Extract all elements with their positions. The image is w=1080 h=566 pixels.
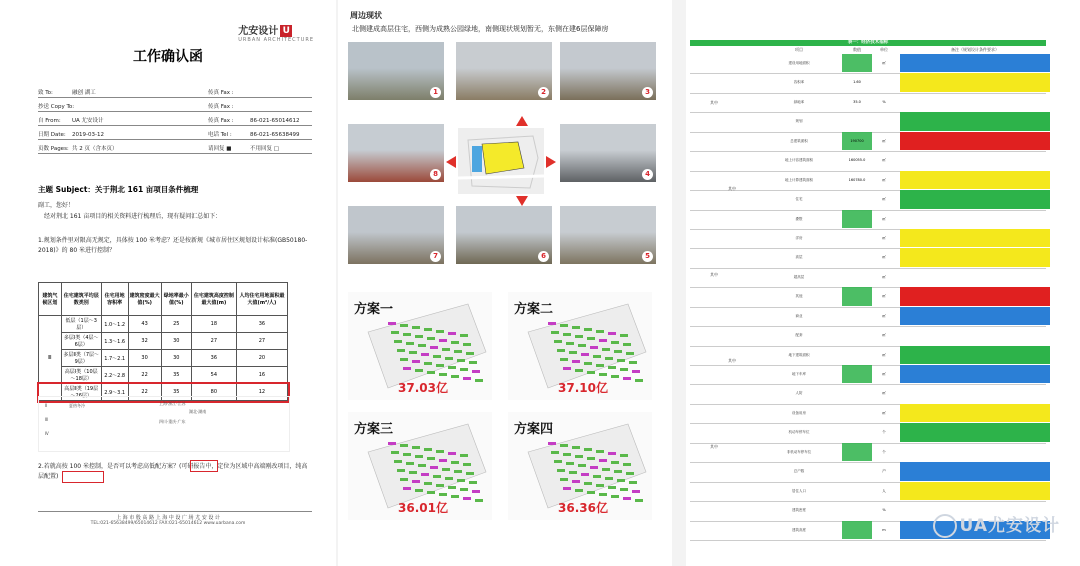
indicator-row: [690, 365, 1046, 385]
site-photo: [456, 206, 552, 264]
table-cell: 30: [128, 350, 161, 367]
indicator-unit: ㎡: [882, 333, 886, 338]
scheme-card: [348, 292, 492, 400]
photo-number: 8: [430, 169, 441, 180]
letter-header-row: [38, 112, 312, 126]
group-label: 其中: [710, 100, 718, 105]
table-row: [39, 316, 288, 333]
letter-header-row: [38, 126, 312, 140]
remark-cell: [900, 132, 1050, 150]
indicator-label: 容积率: [793, 80, 805, 85]
indicator-unit: ㎡: [882, 352, 886, 357]
value-highlight: [842, 443, 872, 461]
question-1: 1.规划条件里对限高无规定，具体按 100 米考虑？还是按新规《城市居住区规划设计标准(GB50180-2018)》的 80 米进行控制？: [38, 237, 308, 254]
header-field: 传真 Fax :: [208, 90, 234, 96]
value-highlight: [842, 54, 872, 72]
group-label: 其中: [728, 358, 736, 363]
table-cell: 54: [191, 367, 236, 384]
wechat-icon: [933, 514, 957, 538]
indicator-row: [690, 268, 1046, 288]
indicator-row: [690, 112, 1046, 132]
scheme-label: 方案一: [354, 302, 394, 317]
east-arrow-icon: [546, 156, 556, 168]
scheme-value: 37.10亿: [558, 381, 608, 395]
photo-number: 5: [642, 251, 653, 262]
indicator-label: 商业: [795, 313, 803, 318]
indicator-unit: ㎡: [882, 410, 886, 415]
table-header-cell: 住宅建筑平均层数类别: [61, 283, 101, 316]
table-header-cell: 住宅用地容积率: [101, 283, 128, 316]
indicator-row: [690, 190, 1046, 210]
indicator-label: 建筑高度: [792, 527, 806, 532]
table-cell: 43: [128, 316, 161, 333]
table-cell: 2.9～3.1: [101, 384, 128, 401]
site-photo: [560, 206, 656, 264]
site-photo: [560, 42, 656, 100]
indicator-unit: ㎡: [882, 372, 886, 377]
section-description: 北侧建成高层住宅，西侧为成熟公园绿地，南侧现状规划暂无，东侧在建6层保障房: [352, 25, 609, 33]
indicator-row: [690, 132, 1046, 152]
indicator-row: [690, 346, 1046, 366]
site-photo: [348, 42, 444, 100]
table-cell: 1.7～2.1: [101, 350, 128, 367]
header-field: 传真 Fax :: [208, 118, 234, 124]
indicator-unit: ㎡: [882, 216, 886, 221]
header-field: 抄送 Copy To:: [38, 104, 75, 110]
header-field: 页数 Pages:: [38, 146, 69, 152]
company-logo: 尤安设计 U URBAN ARCHITECTURE: [238, 26, 314, 43]
table-cell: 30: [161, 333, 191, 350]
remark-cell: [900, 229, 1050, 247]
site-photo: [456, 42, 552, 100]
scheme-card: [508, 292, 652, 400]
section-title: 周边现状: [350, 11, 382, 20]
climate-zone-strip: [38, 396, 290, 452]
scheme-value: 36.36亿: [558, 501, 608, 515]
indicator-label: 超高层: [793, 274, 805, 279]
indicator-label: 规划: [795, 119, 803, 124]
panel-divider: [672, 0, 686, 566]
header-field: 86-021-65638499: [250, 132, 300, 138]
table-row: [39, 333, 288, 350]
table-row: [39, 367, 288, 384]
greeting: 副工，您好！: [38, 202, 75, 209]
indicator-label: 居住人口: [792, 488, 806, 493]
indicator-value: 160055.0: [848, 158, 866, 163]
table-header-cell: 住宅建筑高度控制最大值(m): [191, 283, 236, 316]
table-cell: 80: [191, 384, 236, 401]
site-photo: [348, 124, 444, 182]
indicator-row: [690, 54, 1046, 74]
indicator-label: 叠墅: [795, 216, 803, 221]
climate-zone-cell: Ⅲ: [39, 316, 62, 401]
indicator-row: [690, 384, 1046, 404]
header-field: 请回复 ■: [208, 146, 232, 152]
residential-standard-table: [38, 282, 288, 401]
remark-cell: [900, 365, 1050, 383]
indicator-row: [690, 93, 1046, 113]
header-field: 融创 湖工: [72, 90, 96, 96]
indicator-unit: ㎡: [882, 391, 886, 396]
site-location-map: [458, 128, 544, 194]
table-cell: 25: [161, 316, 191, 333]
remark-cell: [900, 307, 1050, 325]
photo-number: 7: [430, 251, 441, 262]
indicator-column-header: 单位: [880, 47, 888, 52]
north-arrow-icon: [516, 116, 528, 126]
indicator-unit: ㎡: [882, 138, 886, 143]
indicator-unit: ㎡: [882, 235, 886, 240]
indicator-label: 高层: [795, 255, 803, 260]
table-cell: 35: [161, 367, 191, 384]
indicator-column-header: 项目: [795, 47, 803, 52]
remark-cell: [900, 112, 1050, 130]
indicator-unit: ㎡: [882, 197, 886, 202]
confirmation-letter-page: [0, 0, 336, 566]
indicator-label: 机动车停车位: [788, 430, 810, 435]
table-cell: 32: [128, 333, 161, 350]
indicator-label: 总建筑面积: [790, 138, 808, 143]
table-cell: 27: [236, 333, 287, 350]
indicator-unit: ㎡: [882, 313, 886, 318]
indicator-row: [690, 404, 1046, 424]
scheme-label: 方案三: [354, 422, 394, 437]
indicator-unit: 个: [882, 430, 886, 435]
table-cell: 1.0～1.2: [101, 316, 128, 333]
indicator-unit: ㎡: [882, 294, 886, 299]
header-field: 86-021-65014612: [250, 118, 300, 124]
table-cell: 多层Ⅰ类（4层～6层）: [61, 333, 101, 350]
value-highlight: [842, 210, 872, 228]
photo-number: 3: [642, 87, 653, 98]
strip-text: Ⅱ: [45, 403, 47, 408]
site-photo: [560, 124, 656, 182]
strip-text: Ⅲ: [45, 417, 48, 422]
scheme-card: [348, 412, 492, 520]
indicator-unit: 人: [882, 488, 886, 493]
indicator-value: 190700: [850, 138, 864, 143]
intro-text: 经对荆北 161 亩项目的相关资料进行梳理后，现有疑问汇总如下：: [44, 213, 222, 220]
remark-cell: [900, 462, 1050, 480]
indicator-label: 洋房: [795, 235, 803, 240]
indicator-unit: ㎡: [882, 177, 886, 182]
photo-number: 1: [430, 87, 441, 98]
remark-cell: [900, 73, 1050, 91]
header-field: 共 2 页（含本页）: [72, 146, 118, 152]
scheme-card: [508, 412, 652, 520]
header-field: 自 From:: [38, 118, 61, 124]
strip-text: 四川·重庆·广东: [159, 419, 186, 424]
scheme-label: 方案四: [514, 422, 554, 437]
remark-cell: [900, 482, 1050, 500]
indicator-label: 绿地率: [793, 99, 805, 104]
header-field: 致 To:: [38, 90, 53, 96]
table-cell: 22: [128, 367, 161, 384]
header-field: 传真 Fax :: [208, 104, 234, 110]
photo-number: 2: [538, 87, 549, 98]
question-2: 2.若就高按 100 米控制，是否可以考虑高低配方案？(可研报告中，定位为区域中高端刚改项目，纯高层配置): [38, 463, 308, 480]
footer-contact: TEL:021-65638499/65014612 FAX:021-65014612 www.uarbana.com: [90, 521, 246, 526]
indicator-label: 住宅: [795, 197, 803, 202]
indicator-label: 地上计算建筑面积: [785, 177, 813, 182]
remark-cell: [900, 404, 1050, 422]
indicator-label: 地下建筑面积: [788, 352, 810, 357]
footer-address: 上 海 市 殷 高 路 上 海 中 设 广 场 尤 安 设 计: [116, 515, 220, 521]
remark-cell: [900, 346, 1050, 364]
indicator-unit: ㎡: [882, 255, 886, 260]
indicator-unit: 户: [882, 469, 886, 474]
indicator-row: [690, 229, 1046, 249]
indicator-unit: ㎡: [882, 274, 886, 279]
table-cell: 高层Ⅰ类（10层～18层）: [61, 367, 101, 384]
table-header-cell: 建筑气候区划: [39, 283, 62, 316]
west-arrow-icon: [446, 156, 456, 168]
indicator-row: [690, 210, 1046, 230]
letter-header-row: [38, 98, 312, 112]
header-field: 电话 Tel :: [208, 132, 232, 138]
indicator-unit: ㎡: [882, 158, 886, 163]
site-analysis-page: [338, 0, 672, 566]
site-photo: [348, 206, 444, 264]
table-cell: 2.2～2.8: [101, 367, 128, 384]
table-header-cell: 建筑密度最大值(%): [128, 283, 161, 316]
group-label: 其中: [710, 444, 718, 449]
header-field: 2019-03-12: [72, 132, 104, 138]
table-cell: 22: [128, 384, 161, 401]
table-row: [39, 350, 288, 367]
strip-text: 上海·浙江·江苏: [159, 401, 186, 406]
indicator-row: [690, 248, 1046, 268]
table-cell: 27: [191, 333, 236, 350]
indicator-row: [690, 443, 1046, 463]
table-cell: 16: [236, 367, 287, 384]
table-header-cell: 人均住宅用地面积最大值(m²/人): [236, 283, 287, 316]
remark-cell: [900, 54, 1050, 72]
indicator-unit: %: [882, 508, 886, 513]
indicator-row: [690, 482, 1046, 502]
table-cell: 30: [161, 350, 191, 367]
table-cell: 36: [191, 350, 236, 367]
indicator-label: 地下车库: [792, 372, 806, 377]
indicator-value: 1.60: [853, 80, 861, 85]
indicator-column-header: 备注（规划设计条件要求）: [951, 47, 999, 52]
table-header-cell: 绿地率最小值(%): [161, 283, 191, 316]
indicator-label: 总户数: [793, 469, 805, 474]
economic-indicators-page: [686, 0, 1080, 566]
indicator-unit: 个: [882, 449, 886, 454]
indicator-label: 设备用房: [792, 410, 806, 415]
indicator-row: [690, 287, 1046, 307]
indicator-row: [690, 462, 1046, 482]
letter-title: 工作确认函: [133, 49, 203, 65]
strip-text: 夏热冬冷: [69, 403, 85, 408]
remark-cell: [900, 423, 1050, 441]
indicator-row: [690, 307, 1046, 327]
table-cell: 35: [161, 384, 191, 401]
letter-subject: 主题 Subject：关于荆北 161 亩项目条件梳理: [38, 185, 199, 194]
logo-mark: U: [280, 25, 292, 37]
remark-cell: [900, 190, 1050, 208]
scheme-value: 37.03亿: [398, 381, 448, 395]
table-cell: 18: [191, 316, 236, 333]
table-cell: 1.3～1.6: [101, 333, 128, 350]
photo-number: 4: [642, 169, 653, 180]
highlight-box: [190, 460, 218, 472]
indicator-row: [690, 423, 1046, 443]
indicator-label: 其他: [795, 294, 803, 299]
table-cell: 36: [236, 316, 287, 333]
indicator-label: 建设用地面积: [788, 61, 810, 65]
group-label: 其中: [710, 272, 718, 277]
watermark: UA尤安设计: [933, 511, 1060, 538]
remark-cell: [900, 171, 1050, 189]
indicator-column-header: 数值: [853, 47, 861, 52]
indicator-label: 非机动车停车位: [786, 449, 812, 454]
indicator-table-header: 表一：经济技术指标: [690, 40, 1046, 46]
table-cell: 12: [236, 384, 287, 401]
remark-cell: [900, 287, 1050, 305]
indicator-label: 建筑密度: [792, 508, 806, 513]
scheme-label: 方案二: [514, 302, 554, 317]
letter-header-row: [38, 140, 312, 154]
remark-cell: [900, 248, 1050, 266]
table-cell: 多层Ⅱ类（7层～9层）: [61, 350, 101, 367]
value-highlight: [842, 521, 872, 539]
table-cell: 20: [236, 350, 287, 367]
indicator-row: [690, 171, 1046, 191]
value-highlight: [842, 365, 872, 383]
table-cell: 低层（1层～3层）: [61, 316, 101, 333]
indicator-label: 人防: [795, 391, 803, 396]
letter-header-row: [38, 84, 312, 98]
footer-divider: [38, 511, 312, 512]
indicator-value: 160780.0: [848, 177, 866, 182]
strip-text: Ⅳ: [45, 431, 49, 436]
indicator-row: [690, 73, 1046, 93]
indicator-row: [690, 151, 1046, 171]
indicator-unit: ㎡: [882, 61, 886, 65]
indicator-label: 地上计容建筑面积: [785, 158, 813, 163]
header-field: UA 尤安设计: [72, 118, 104, 124]
indicator-unit: %: [882, 99, 886, 104]
value-highlight: [842, 287, 872, 305]
photo-number: 6: [538, 251, 549, 262]
scheme-value: 36.01亿: [398, 501, 448, 515]
indicator-unit: m: [882, 527, 886, 532]
table-cell: 高层Ⅱ类（19层～26层）: [61, 384, 101, 401]
indicator-row: [690, 326, 1046, 346]
strip-text: 湖北·湖南: [189, 409, 207, 414]
south-arrow-icon: [516, 196, 528, 206]
highlight-box: [62, 471, 104, 483]
header-field: 不用回复 □: [250, 146, 279, 152]
header-field: 日期 Date:: [38, 132, 66, 138]
indicator-label: 配套: [795, 333, 803, 338]
indicator-value: 35.0: [853, 99, 861, 104]
group-label: 其中: [728, 186, 736, 191]
